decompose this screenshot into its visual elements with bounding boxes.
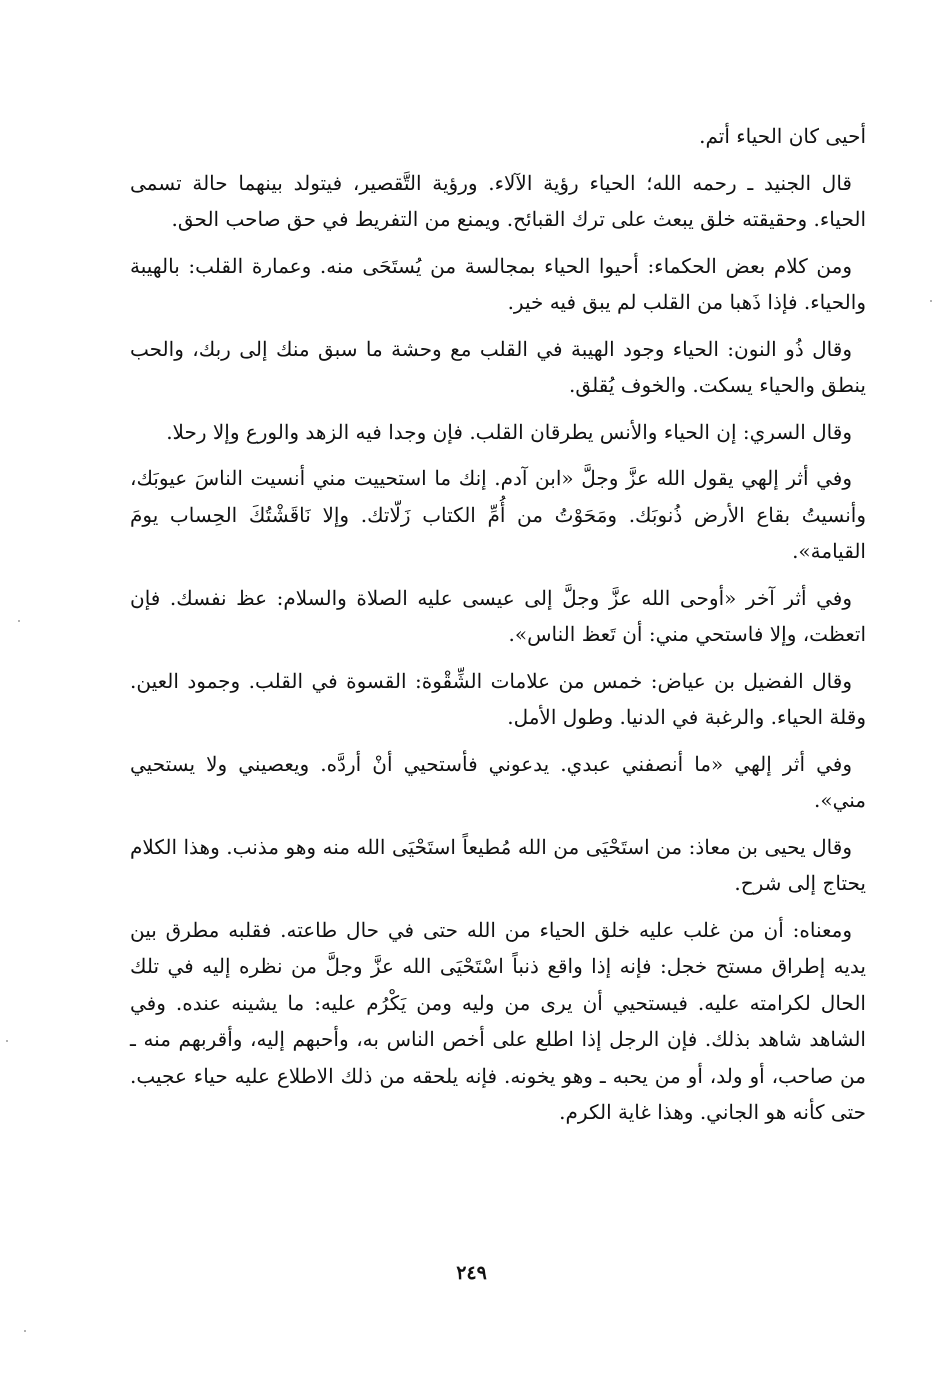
paragraph-3: ومن كلام بعض الحكماء: أحيوا الحياء بمجالسة من يُستَحَى منه. وعمارة القلب: بالهيبة والحياء. فإذا ذَهبا من القلب لم يبق فيه خير.: [130, 253, 866, 314]
scan-speck: [24, 1330, 26, 1332]
paragraph-5: وقال السري: إن الحياء والأنس يطرقان القلب. فإن وجدا فيه الزهد والورع وإلا رحلا.: [166, 419, 852, 444]
paragraph-1: أحيى كان الحياء أتم.: [699, 124, 866, 148]
scan-speck: [930, 300, 932, 302]
paragraph-8: وقال الفضيل بن عياض: خمس من علامات الشِّقْوة: القسوة في القلب. وجمود العين. وقلة الحياء. والرغبة في الدنيا. وطول الأمل.: [130, 668, 866, 729]
paragraph-10: وقال يحيى بن معاذ: من استَحْيَى من الله مُطيعاً استَحْيَى الله منه وهو مذنب. وهذا الكلام يحتاج إلى شرح.: [130, 834, 866, 895]
scan-speck: [18, 620, 20, 622]
paragraph-7: وفي أثر آخر «أوحى الله عزَّ وجلَّ إلى عيسى عليه الصلاة والسلام: عظ نفسك. فإن اتعظت، وإلا فاستحي مني: أن تَعظ الناس».: [130, 585, 866, 646]
paragraph-2: قال الجنيد ـ رحمه الله؛ الحياء رؤية الآلاء. ورؤية التَّقصير، فيتولد بينهما حالة تسمى الحياء. وحقيقته خلق يبعث على ترك القبائح. ويمنع من التفريط في حق صاحب الحق.: [130, 170, 866, 231]
paragraph-11: ومعناه: أن من غلب عليه خلق الحياء من الله حتى في حال طاعته. فقلبه مطرق بين يديه إطراق مستح خجل: فإنه إذا واقع ذنباً اسْتَحْيَى الله عزَّ وجلَّ من نظره إليه في تلك الحال لكرامته عليه. فيستحيي أن يرى من وليه ومن يَكْرُم عليه: ما يشينه عنده. وفي الشاهد شاهد بذلك. فإن الرجل إذا اطلع على أخص الناس به، وأحبهم إليه، وأقربهم منه ـ من صاحب، أو ولد، أو من يحبه ـ وهو يخونه. فإنه يلحقه من ذلك الاطلاع عليه حياء عجيب. حتى كأنه هو الجاني. وهذا غاية الكرم.: [130, 917, 866, 1124]
page-body-text: [130, 118, 866, 1141]
paragraph-9: وفي أثر إلهي «ما أنصفني عبدي. يدعوني فأستحيي أنْ أردَّه. ويعصيني ولا يستحيي مني».: [130, 751, 866, 812]
paragraph-4: وقال ذُو النون: الحياء وجود الهيبة في القلب مع وحشة ما سبق منك إلى ربك، والحب ينطق والحياء يسكت. والخوف يُقلق.: [130, 336, 866, 397]
page-number: ٢٤٩: [456, 1262, 487, 1284]
paragraph-6: وفي أثر إلهي يقول الله عزَّ وجلَّ «ابن آدم. إنك ما استحييت مني أنسيت الناسَ عيوبَك، وأنسيتُ بقاع الأرض ذُنوبَك. ومَحَوْتُ من أُمِّ الكتاب زَلّاتك. وإلا نَاقَشْتُكَ الحِساب يومَ القيامة».: [130, 466, 866, 563]
scan-speck: [6, 1040, 8, 1042]
